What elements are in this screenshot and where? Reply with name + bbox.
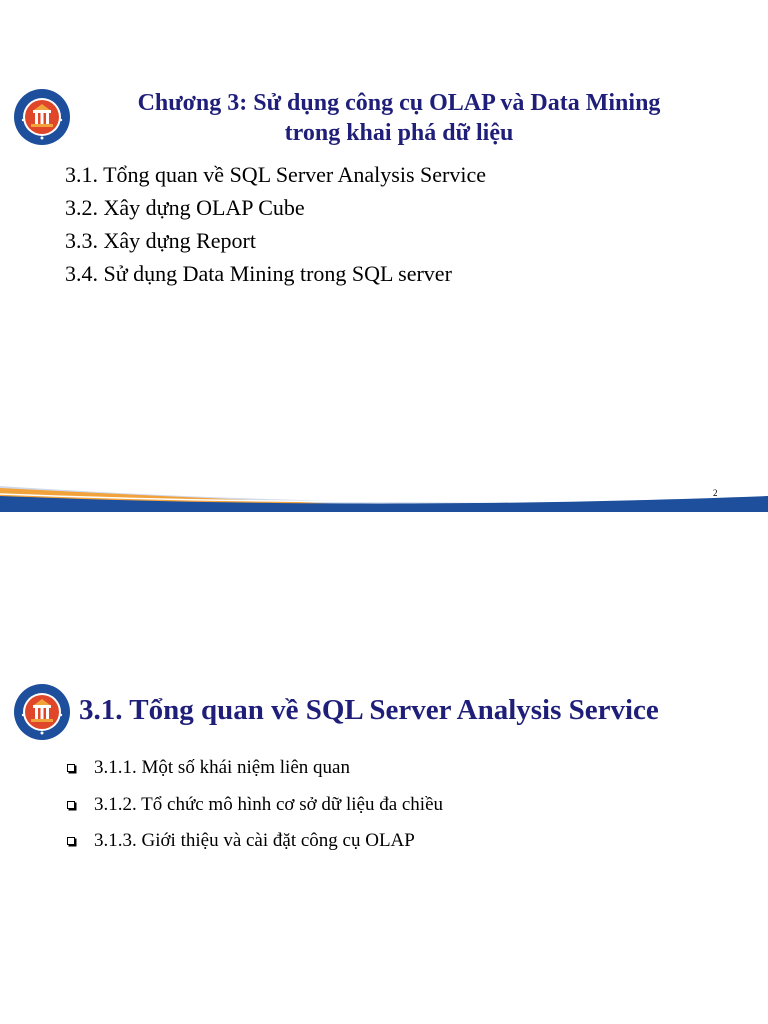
page-number: 2 <box>713 488 718 498</box>
toc-item: 3.1. Tổng quan về SQL Server Analysis Service <box>65 162 486 187</box>
checkbox-bullet-icon <box>67 764 75 772</box>
chapter-title <box>90 88 708 148</box>
chapter-title-line-2: trong khai phá dữ liệu <box>284 120 514 146</box>
subsection-item <box>66 750 443 787</box>
toc-item: 3.3. Xây dựng Report <box>65 228 256 253</box>
subsection-label: 3.1.2. Tổ chức mô hình cơ sở dữ liệu đa chiều <box>94 793 444 815</box>
subsection-label: 3.1.3. Giới thiệu và cài đặt công cụ OLAP <box>94 830 415 851</box>
section-title: 3.1. Tổng quan về SQL Server Analysis Service <box>79 694 659 726</box>
subsection-list <box>66 750 443 860</box>
footer-swoosh <box>0 478 768 512</box>
university-logo <box>13 88 71 146</box>
chapter-title-line-1: Chương 3: Sử dụng công cụ OLAP và Data Mining <box>137 90 661 116</box>
slide-section-3-1 <box>0 512 768 1024</box>
toc-item: 3.2. Xây dựng OLAP Cube <box>65 195 305 220</box>
subsection-item <box>66 787 443 824</box>
subsection-item <box>66 823 443 860</box>
toc-item: 3.4. Sử dụng Data Mining trong SQL server <box>65 261 452 286</box>
subsection-label: 3.1.1. Một số khái niệm liên quan <box>94 757 350 778</box>
table-of-contents <box>65 158 486 290</box>
university-logo <box>13 683 71 741</box>
checkbox-bullet-icon <box>67 801 75 809</box>
checkbox-bullet-icon <box>67 837 75 845</box>
